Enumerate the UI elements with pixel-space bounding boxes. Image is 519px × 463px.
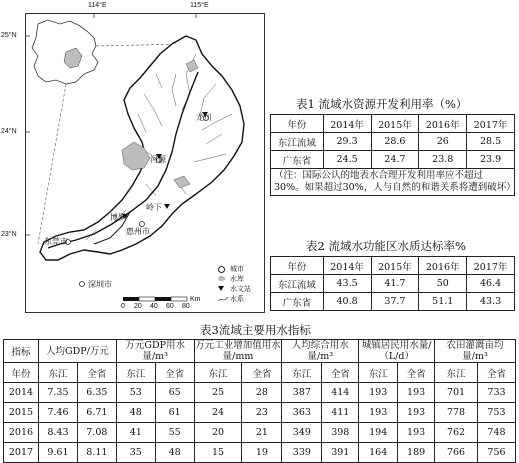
table3-year-label: 年份 [4, 363, 39, 383]
table1-header: 2015年 [371, 115, 419, 133]
table-cell: 753 [477, 403, 515, 423]
table-cell: 339 [282, 443, 322, 463]
table1-note-row [271, 169, 515, 196]
table-cell: 189 [398, 443, 435, 463]
table-cell: 778 [435, 403, 478, 423]
table2 [270, 256, 515, 311]
table-cell: 43.5 [323, 275, 371, 293]
river-icon [218, 295, 228, 303]
hydro-station-icon [218, 286, 224, 291]
table-cell: 6.71 [77, 403, 116, 423]
table-cell: 广东省 [271, 151, 324, 169]
table3-year-cell: 2017 [4, 443, 39, 463]
table-cell: 35 [116, 443, 155, 463]
table3-group-row [4, 340, 516, 363]
table3-year-cell: 2014 [4, 383, 39, 403]
table3-sub-header: 东江 [38, 363, 77, 383]
table-cell: 8.43 [38, 423, 77, 443]
place-longchuan: 龙川 [196, 113, 212, 122]
table-cell: 50 [419, 275, 467, 293]
table-row [4, 443, 516, 463]
table-cell: 756 [477, 443, 515, 463]
table-cell: 28 [242, 383, 282, 403]
scale-unit: Km [190, 296, 201, 303]
guangdong-inset [32, 20, 98, 84]
table-cell: 53 [116, 383, 155, 403]
table3-group-header: 人均综合用水量/m³ [282, 340, 359, 363]
table-cell: 387 [282, 383, 322, 403]
table-cell: 7.35 [38, 383, 77, 403]
table2-header: 2015年 [371, 257, 419, 275]
scale-tick-60: 60 [166, 303, 174, 310]
table-cell: 24.5 [323, 151, 371, 169]
table1-note: （注：国际公认的地表水合理开发利用率应不超过30%。如果超过30%，人与自然的和谐关系将遭到破坏） [271, 169, 515, 196]
table-cell: 391 [322, 443, 359, 463]
scale-tick-80: 80 [182, 303, 190, 310]
table-cell: 20 [194, 423, 242, 443]
table-cell: 61 [155, 403, 194, 423]
table2-title: 表2 流域水功能区水质达标率% [306, 239, 466, 253]
table3-sub-header: 东江 [435, 363, 478, 383]
legend-item-reservoir [218, 274, 262, 284]
table-row [271, 275, 515, 293]
legend-label-city: 城市 [230, 266, 244, 273]
table-cell: 363 [282, 403, 322, 423]
table-cell: 广东省 [271, 293, 324, 311]
table-cell: 东江流域 [271, 133, 324, 151]
table-row [4, 403, 516, 423]
table2-header: 2017年 [467, 257, 515, 275]
table3-sub-header: 东江 [116, 363, 155, 383]
table-cell: 7.46 [38, 403, 77, 423]
table-cell: 55 [155, 423, 194, 443]
table-cell: 24 [194, 403, 242, 423]
lon-label-114: 114°E [88, 2, 107, 9]
table-cell: 193 [398, 423, 435, 443]
table-cell: 东江流域 [271, 275, 324, 293]
table-cell: 26 [419, 133, 467, 151]
place-huizhou: 惠州市 [126, 227, 150, 236]
table3-sub-header: 全省 [398, 363, 435, 383]
table-row [271, 133, 515, 151]
table-cell: 193 [398, 383, 435, 403]
scale-tick-40: 40 [150, 303, 158, 310]
map-legend [218, 264, 262, 304]
table-cell: 414 [322, 383, 359, 403]
table-cell: 193 [398, 403, 435, 423]
table-row [4, 383, 516, 403]
table3-sub-header: 全省 [477, 363, 515, 383]
table-cell: 48 [116, 403, 155, 423]
table-cell: 164 [359, 443, 398, 463]
table-cell: 23.9 [467, 151, 515, 169]
table-cell: 15 [194, 443, 242, 463]
table3-sub-header: 全省 [322, 363, 359, 383]
table-cell: 701 [435, 383, 478, 403]
table-cell: 43.3 [467, 293, 515, 311]
table-cell: 46.4 [467, 275, 515, 293]
table3-group-header: 万元GDP用水量/m³ [116, 340, 194, 363]
table2-header: 2014年 [323, 257, 371, 275]
table-cell: 23.8 [419, 151, 467, 169]
table-cell: 65 [155, 383, 194, 403]
place-shenzhen: 深圳市 [88, 280, 112, 289]
table-cell: 9.61 [38, 443, 77, 463]
table-cell: 349 [282, 423, 322, 443]
table-cell: 51.1 [419, 293, 467, 311]
table-cell: 28.6 [371, 133, 419, 151]
lat-label-24: 24°N [1, 128, 17, 135]
table3 [3, 339, 516, 463]
legend-label-hydro: 水文站 [230, 286, 251, 293]
table-cell: 29.3 [323, 133, 371, 151]
table1-header: 年份 [271, 115, 324, 133]
table2-header-row [271, 257, 515, 275]
lon-label-115: 115°E [190, 2, 209, 9]
table3-title: 表3流域主要用水指标 [200, 323, 311, 337]
basin-map [25, 13, 265, 313]
table-cell: 41 [116, 423, 155, 443]
scale-tick-20: 20 [134, 303, 142, 310]
place-heyuan: 河源 [150, 155, 166, 164]
table3-sub-header: 东江 [282, 363, 322, 383]
table-cell: 766 [435, 443, 478, 463]
table3-sub-header: 东江 [194, 363, 242, 383]
table-cell: 8.11 [77, 443, 116, 463]
legend-label-river: 水系 [230, 296, 244, 303]
table-cell: 37.7 [371, 293, 419, 311]
table1-title: 表1 流域水资源开发利用率（%） [296, 97, 468, 111]
table3-sub-header: 全省 [155, 363, 194, 383]
table-row [271, 151, 515, 169]
place-lingxia: 岭下 [146, 203, 162, 212]
table3-sub-header: 全省 [77, 363, 116, 383]
table1 [270, 114, 515, 196]
lat-label-23: 23°N [1, 231, 17, 238]
table3-group-header: 人均GDP/万元 [38, 340, 116, 363]
table-cell: 21 [242, 423, 282, 443]
table-cell: 7.08 [77, 423, 116, 443]
table3-corner: 指标 [4, 340, 39, 363]
table2-header: 2016年 [419, 257, 467, 275]
table-row [4, 423, 516, 443]
table-cell: 194 [359, 423, 398, 443]
table-cell: 398 [322, 423, 359, 443]
table-cell: 41.7 [371, 275, 419, 293]
table1-header: 2016年 [419, 115, 467, 133]
table1-header: 2014年 [323, 115, 371, 133]
table-cell: 28.5 [467, 133, 515, 151]
table1-header-row [271, 115, 515, 133]
table3-year-cell: 2015 [4, 403, 39, 423]
table3-sub-header: 东江 [359, 363, 398, 383]
legend-item-city [218, 264, 262, 274]
table-cell: 733 [477, 383, 515, 403]
city-icon [218, 266, 225, 273]
reservoir-icon [218, 276, 225, 281]
table3-sub-row [4, 363, 516, 383]
table3-group-header: 城镇居民用水量/（L/d） [359, 340, 435, 363]
scale-tick-0: 0 [121, 303, 125, 310]
place-boluo: 博罗 [110, 213, 126, 222]
table-cell: 25 [194, 383, 242, 403]
table3-group-header: 农田灌溉亩均量/m³ [435, 340, 516, 363]
table-cell: 19 [242, 443, 282, 463]
table3-body [4, 383, 516, 463]
table-cell: 40.8 [323, 293, 371, 311]
table-cell: 24.7 [371, 151, 419, 169]
legend-item-hydro [218, 284, 262, 294]
table2-header: 年份 [271, 257, 324, 275]
table-cell: 193 [359, 383, 398, 403]
legend-label-reservoir: 水库 [230, 276, 244, 283]
table-row [271, 293, 515, 311]
place-dongguan: 东莞市 [44, 237, 68, 246]
table-cell: 748 [477, 423, 515, 443]
table1-header: 2017年 [467, 115, 515, 133]
table-cell: 23 [242, 403, 282, 423]
lat-label-25: 25°N [1, 32, 17, 39]
table3-group-header: 万元工业增加值用水量/mm [195, 340, 281, 362]
table-cell: 411 [322, 403, 359, 423]
table3-sub-header: 全省 [242, 363, 282, 383]
legend-item-river [218, 294, 262, 304]
table-cell: 6.35 [77, 383, 116, 403]
table-cell: 193 [359, 403, 398, 423]
table-cell: 762 [435, 423, 478, 443]
table3-year-cell: 2016 [4, 423, 39, 443]
table-cell: 48 [155, 443, 194, 463]
